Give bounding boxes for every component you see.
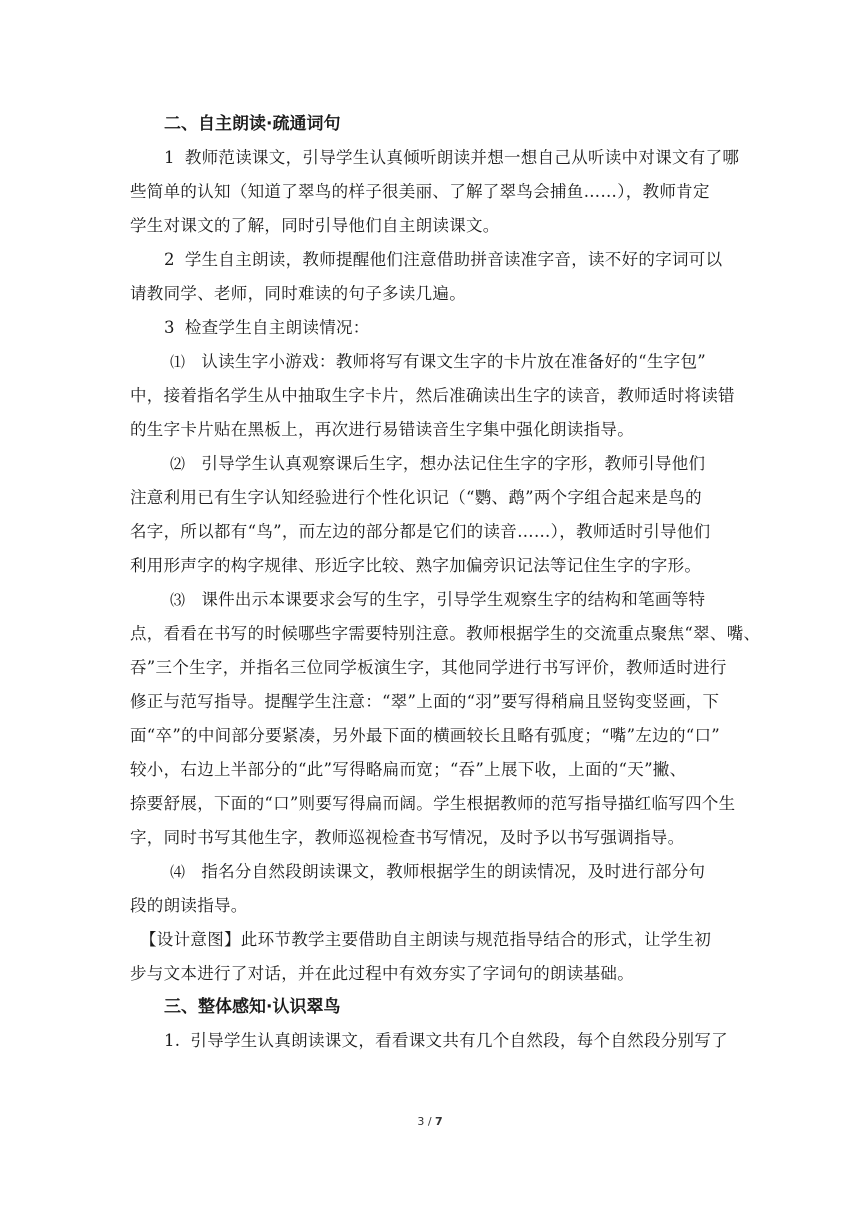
page-number bbox=[0, 1115, 860, 1128]
design-intent-paragraph bbox=[130, 923, 730, 991]
text-line: 学生对课文的了解，同时引导他们自主朗读课文。 bbox=[130, 216, 500, 235]
text-line: ⑵ 引导学生认真观察课后生字，想办法记住生字的字形，教师引导他们 bbox=[170, 454, 706, 473]
text-line: ⑴ 认读生字小游戏：教师将写有课文生字的卡片放在准备好的“生字包” bbox=[170, 352, 706, 371]
paragraph-item-1 bbox=[130, 141, 740, 243]
sub-item-number: ⑶ bbox=[170, 591, 186, 609]
text-line: 修正与范写指导。提醒学生注意：“翠”上面的“羽”要写得稍扁且竖钩变竖画，下 bbox=[130, 692, 720, 711]
text-line: 字，同时书写其他生字，教师巡视检查书写情况，及时予以书写强调指导。 bbox=[130, 828, 685, 847]
text-line: 面“卒”的中间部分要紧凑，另外最下面的横画较长且略有弧度；“嘴”左边的“口” bbox=[130, 726, 721, 745]
text-line: 段的朗读指导。 bbox=[130, 896, 248, 915]
section-heading: 二、自主朗读·疏通词句 bbox=[164, 114, 341, 134]
item-number: 3 bbox=[164, 318, 175, 337]
paragraph-item-2 bbox=[130, 243, 730, 311]
paragraph-sub-3 bbox=[130, 583, 761, 855]
text-line: 些简单的认知（知道了翠鸟的样子很美丽、了解了翠鸟会捕鱼……），教师肯定 bbox=[130, 182, 710, 201]
text-line: 吞”三个生字，并指名三位同学板演生字，其他同学进行书写评价，教师适时进行 bbox=[130, 658, 727, 677]
sub-item-number: ⑵ bbox=[170, 455, 186, 473]
paragraph-sub-4 bbox=[130, 855, 730, 923]
text-line: 1. 引导学生认真朗读课文，看看课文共有几个自然段，每个自然段分别写了 bbox=[164, 1031, 728, 1050]
sub-item-number: ⑴ bbox=[170, 353, 186, 371]
section-heading: 三、整体感知·认识翠鸟 bbox=[164, 997, 341, 1017]
paragraph-sub-2 bbox=[130, 447, 730, 583]
total-pages: 7 bbox=[435, 1115, 443, 1128]
text-line: 步与文本进行了对话，并在此过程中有效夯实了字词句的朗读基础。 bbox=[130, 964, 634, 983]
text-line: 3 检查学生自主朗读情况： bbox=[164, 318, 370, 337]
page-content bbox=[130, 108, 761, 1058]
text-line: 1 教师范读课文，引导学生认真倾听朗读并想一想自己从听读中对课文有了哪 bbox=[164, 148, 740, 167]
item-number: 1. bbox=[164, 1031, 181, 1050]
text-line: 2 学生自主朗读，教师提醒他们注意借助拼音读准字音，读不好的字词可以 bbox=[164, 250, 723, 269]
text-line: 中，接着指名学生从中抽取生字卡片，然后准确读出生字的读音，教师适时将读错 bbox=[130, 386, 735, 405]
sub-item-number: ⑷ bbox=[170, 863, 186, 881]
text-line: 点，看看在书写的时候哪些字需要特别注意。教师根据学生的交流重点聚焦“翠、嘴、 bbox=[130, 624, 761, 643]
text-line: 【设计意图】此环节教学主要借助自主朗读与规范指导结合的形式，让学生初 bbox=[140, 930, 712, 949]
item-number: 2 bbox=[164, 250, 175, 269]
text-line: 注意利用已有生字认知经验进行个性化识记（“鹦、鹉”两个字组合起来是鸟的 bbox=[130, 488, 702, 507]
text-line: 利用形声字的构字规律、形近字比较、熟字加偏旁识记法等记住生字的字形。 bbox=[130, 556, 702, 575]
text-line: 的生字卡片贴在黑板上，再次进行易错读音生字集中强化朗读指导。 bbox=[130, 420, 634, 439]
text-line: ⑶ 课件出示本课要求会写的生字，引导学生观察生字的结构和笔画等特 bbox=[170, 590, 706, 609]
text-line: 请教同学、老师，同时难读的句子多读几遍。 bbox=[130, 284, 466, 303]
text-line: 名字，所以都有“鸟”，而左边的部分都是它们的读音……），教师适时引导他们 bbox=[130, 522, 711, 541]
paragraph-sub-1 bbox=[130, 345, 735, 447]
page-separator: / bbox=[427, 1115, 432, 1128]
item-number: 1 bbox=[164, 148, 175, 167]
paragraph-s3-item-1 bbox=[130, 1024, 730, 1058]
text-line: 较小，右边上半部分的“此”写得略扁而宽；“吞”上展下收，上面的“天”撇、 bbox=[130, 760, 687, 779]
current-page: 3 bbox=[417, 1115, 425, 1128]
paragraph-item-3 bbox=[130, 311, 730, 345]
text-line: ⑷ 指名分自然段朗读课文，教师根据学生的朗读情况，及时进行部分句 bbox=[170, 862, 706, 881]
text-line: 捺要舒展，下面的“口”则要写得扁而阔。学生根据教师的范写指导描红临写四个生 bbox=[130, 794, 736, 813]
